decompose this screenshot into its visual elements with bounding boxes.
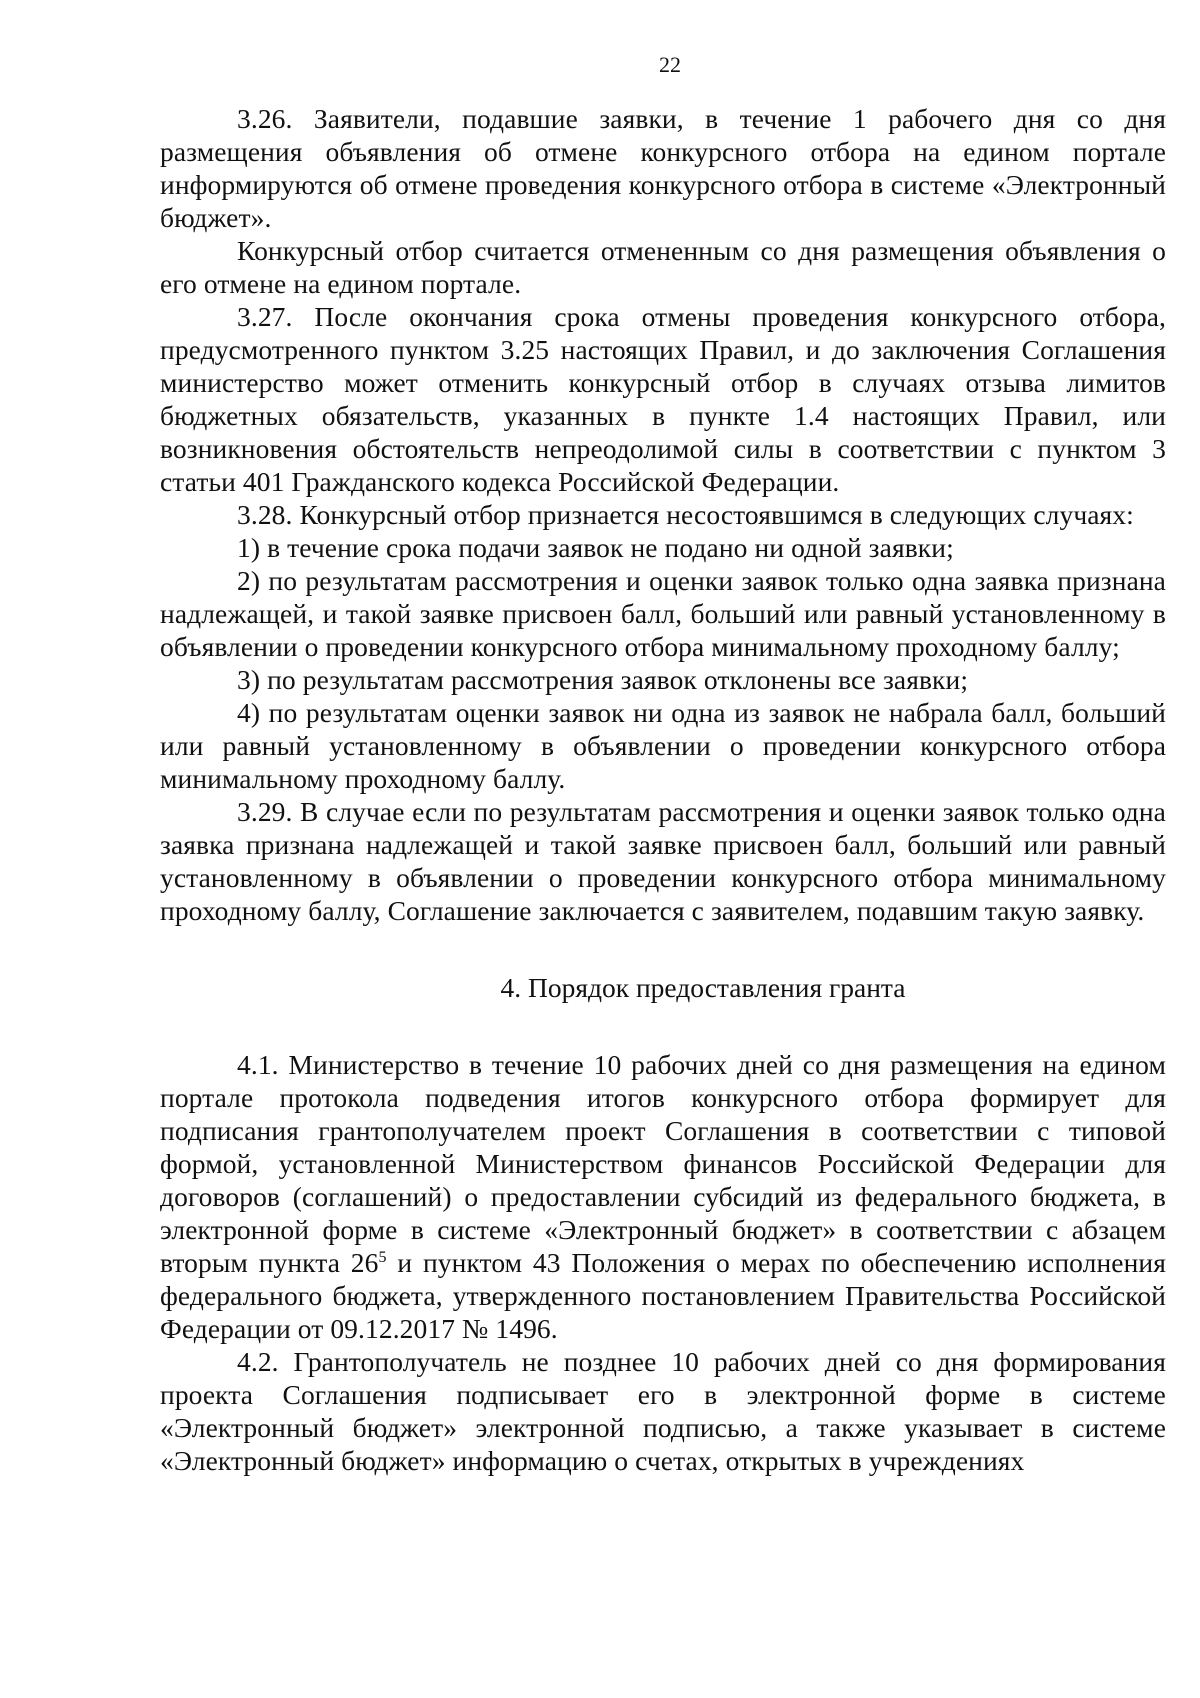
footnote-superscript: 5 bbox=[378, 1248, 387, 1266]
paragraph-4-2: 4.2. Грантополучатель не позднее 10 рабочих дней со дня формирования проекта Соглашения подписывает его в электронной форме в системе «Электронный бюджет» электронной подписью, а также указывает в системе «Электронный бюджет» информацию о счетах, открытых в учреждениях bbox=[160, 1346, 1166, 1476]
paragraph-4-1-text-after: и пунктом 43 Положения о мерах по обеспечению исполнения федерального бюджета, утвержденного постановлением Правительства Российской Федерации от 09.12.2017 № 1496. bbox=[160, 1247, 1166, 1344]
paragraph-3-26: 3.26. Заявители, подавшие заявки, в течение 1 рабочего дня со дня размещения объявления об отмене конкурсного отбора на едином портале информируются об отмене проведения конкурсного отбора в системе «Электронный бюджет». bbox=[160, 103, 1166, 233]
paragraph-cancellation-effective: Конкурсный отбор считается отмененным со дня размещения объявления о его отмене на едином портале. bbox=[160, 235, 1166, 299]
paragraph-3-28: 3.28. Конкурсный отбор признается несостоявшимся в следующих случаях: bbox=[237, 499, 1134, 530]
paragraph-3-29: 3.29. В случае если по результатам рассмотрения и оценки заявок только одна заявка признана надлежащей и такой заявке присвоен балл, больший или равный установленному в объявлении о проведении конкурсного отбора минимальному проходному баллу, Соглашение заключается с заявителем, подавшим такую заявку. bbox=[160, 796, 1166, 926]
page-number: 22 bbox=[659, 52, 681, 77]
spacer bbox=[160, 927, 1166, 971]
section-heading: 4. Порядок предоставления гранта bbox=[500, 972, 906, 1003]
list-item-1: 1) в течение срока подачи заявок не подано ни одной заявки; bbox=[237, 532, 954, 563]
paragraph-4-1-text-before: 4.1. Министерство в течение 10 рабочих дней со дня размещения на едином портале протокола подведения итогов конкурсного отбора формирует для подписания грантополучателем проект Соглашения в соответствии с типовой формой, установленной Министерством финансов Российской Федерации для договоров (соглашений) о предоставлении субсидий из федерального бюджета, в электронной форме в системе «Электронный бюджет» в соответствии с абзацем вторым пункта 26 bbox=[160, 1049, 1166, 1278]
list-item-2: 2) по результатам рассмотрения и оценки заявок только одна заявка признана надлежащей, и такой заявке присвоен балл, больший или равный установленному в объявлении о проведении конкурсного отбора минимальному проходному баллу; bbox=[160, 565, 1166, 662]
paragraph-4-1 bbox=[160, 1048, 1166, 1345]
list-item-3: 3) по результатам рассмотрения заявок отклонены все заявки; bbox=[237, 664, 969, 695]
spacer bbox=[160, 1004, 1166, 1048]
list-item-4: 4) по результатам оценки заявок ни одна из заявок не набрала балл, больший или равный установленному в объявлении о проведении конкурсного отбора минимальному проходному баллу. bbox=[160, 697, 1166, 794]
paragraph-3-27: 3.27. После окончания срока отмены проведения конкурсного отбора, предусмотренного пунктом 3.25 настоящих Правил, и до заключения Соглашения министерство может отменить конкурсный отбор в случаях отзыва лимитов бюджетных обязательств, указанных в пункте 1.4 настоящих Правил, или возникновения обстоятельств непреодолимой силы в соответствии с пунктом 3 статьи 401 Гражданского кодекса Российской Федерации. bbox=[160, 301, 1166, 497]
document-body bbox=[160, 102, 1166, 1477]
